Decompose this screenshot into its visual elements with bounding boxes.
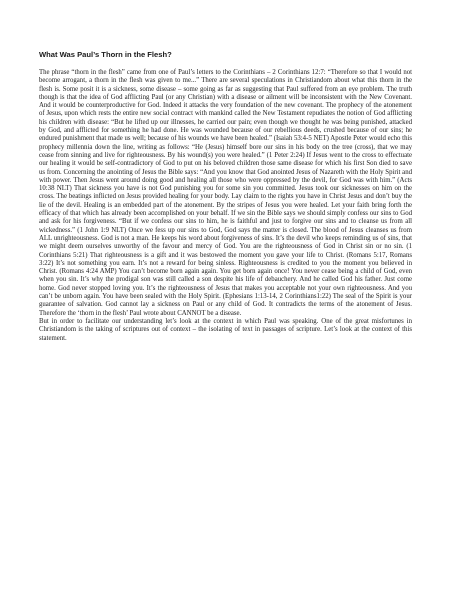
page-title: What Was Paul’s Thorn in the Flesh? [39, 50, 172, 59]
body-paragraph-1: The phrase “thorn in the flesh” came from one of Paul’s letters to the Corinthians – 2 Corinthians 12:7: “Therefore so that I would not become arrogant, a thorn in the flesh was given to me...” There are several speculations in Christiandom about what this thorn in the flesh is. Some posit it is a sickness, some disease – some going as far as suggesting that Paul suffered from an eye problem. The truth though is that the idea of God afflicting Paul (or any Christian) with a disease or ailment will be inconsistent with the New Covenant. And it would be counterproductive for God. Indeed it attacks the very foundation of the new covenant. The prophecy of the atonement of Jesus, upon which rests the entire new social contract with mankind called the New Testament repudiates the notion of God afflicting his children with disease: “But he lifted up our illnesses, he carried our pain; even though we thought he was being punished, attacked by God, and afflicted for something he had done. He was wounded because of our rebellious deeds, crushed because of our sins; he endured punishment that made us well; because of his wounds we have been healed.” (Isaiah 53:4-5 NET) Apostle Peter would echo this prophecy millennia down the line, writing as follows: “He (Jesus) himself bore our sins in his body on the tree (cross), that we may cease from sinning and live for righteousness. By his wound(s) you were healed.” (1 Peter 2:24) If Jesus went to the cross to effectuate our healing it would be self-contradictory of God to put on his beloved children those same disease for which his first Son died to save us from. Concerning the anointing of Jesus the Bible says: “And you know that God anointed Jesus of Nazareth with the Holy Spirit and with power. Then Jesus went around doing good and healing all those who were oppressed by the devil, for God was with him.” (Acts 10:38 NLT) That sickness you have is not God punishing you for some sin you committed. Jesus took our sicknesses on him on the cross. The beatings inflicted on Jesus provided healing for your body. Lay claim to the rights you have in Christ Jesus and don’t buy the lie of the devil. Healing is an embedded part of the atonement. By the stripes of Jesus you were healed. Let your faith bring forth the efficacy of that which has already been accomplished on your behalf. If we sin the Bible says we should simply confess our sins to God and ask for his forgiveness. “But if we confess our sins to him, he is faithful and just to forgive our sins and to cleanse us from all wickedness.” (1 John 1:9 NLT) Once we fess up our sins to God, God says the matter is closed. The blood of Jesus cleanses us from ALL unrighteousness. God is not a man. He keeps his word about forgiveness of sins. It’s the devil who keeps reminding us of sins, that we might deem ourselves unworthy of the favour and mercy of God. You are the righteousness of God in Christ sin or no sin. (1 Corinthians 5:21) That righteousness is a gift and it was bestowed the moment you gave your life to Christ. (Romans 5:17, Romans 3:22) It’s not something you earn. It’s not a reward for being sinless. Righteousness is credited to you the moment you believed in Christ. (Romans 4:24 AMP) You can’t become born again again. You get born again once! You never cease being a child of God, even when you sin. It’s why the prodigal son was still called a son despite his life of debauchery. And he called God his father. Just come home. God never stopped loving you. It’s the righteousness of Jesus that makes you acceptable not your own righteousness. And you can’t be unborn again. You have been sealed with the Holy Spirit. (Ephesians 1:13-14, 2 Corinthians1:22) The seal of the Spirit is your guarantee of salvation. God cannot lay a sickness on Paul or any child of God. It contradicts the terms of the atonement of Jesus. Therefore the ‘thorn in the flesh’ Paul wrote about CANNOT be a disease. [39, 69, 412, 317]
body-paragraph-2: But in order to facilitate our understanding let’s look at the context in which Paul was speaking. One of the great misfortunes in Christiandom is the taking of scriptures out of context – the isolating of text in passages of scripture. Let’s look at the context of this statement. [39, 317, 412, 342]
